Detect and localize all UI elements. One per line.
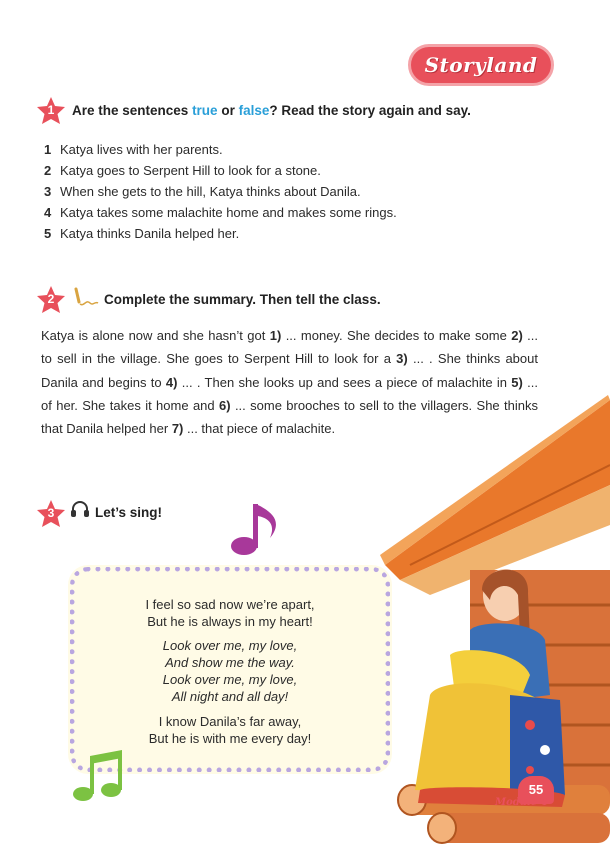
storyland-badge: Storyland: [408, 44, 554, 86]
song-verse-2: I know Danila’s far away, But he is with me every day!: [148, 714, 312, 746]
list-item: 2 Katya goes to Serpent Hill to look for a stone.: [44, 163, 321, 178]
headphones-icon: [70, 500, 90, 518]
music-note-icon: [228, 498, 284, 558]
true-false-list: [44, 139, 464, 244]
list-item: 4 Katya takes some malachite home and makes some rings.: [44, 205, 397, 220]
katya-on-roof-illustration: [370, 395, 610, 850]
exercise-number-badge: 1: [36, 96, 66, 126]
page-number: 55: [518, 776, 554, 804]
list-item: 5 Katya thinks Danila helped her.: [44, 226, 240, 241]
exercise-number-badge: 3: [36, 499, 66, 529]
pencil-writing-icon: [72, 287, 100, 309]
song-verse-1: I feel so sad now we’re apart, But he is always in my heart!: [145, 597, 315, 629]
song-chorus: Look over me, my love, And show me the way. Look over me, my love, All night and all day!: [162, 638, 298, 704]
exercise-number-badge: 2: [36, 285, 66, 315]
list-item: 3 When she gets to the hill, Katya thinks about Danila.: [44, 184, 361, 199]
music-notes-icon: [72, 748, 124, 804]
exercise-3-instruction: Let’s sing!: [95, 505, 163, 520]
exercise-1-instruction: Are the sentences true or false? Read the story again and say.: [72, 103, 471, 118]
summary-paragraph: Katya is alone now and she hasn’t got 1) ... money. She decides to make some 2) ... to sell in the village. She goes to Serpent Hill to look for a 3) ... . She thinks about Danila and begins to 4) ... . Then she looks up and sees a piece of malachite in 5) ... of her. She takes it home and 6) ... some brooches to sell to the villagers. She thinks that Danila helped her 7) ... that piece of malachite.: [41, 328, 538, 437]
list-item: 1 Katya lives with her parents.: [44, 142, 223, 157]
exercise-2-instruction: Complete the summary. Then tell the class.: [104, 292, 381, 307]
module-label: Module 4: [495, 797, 548, 808]
